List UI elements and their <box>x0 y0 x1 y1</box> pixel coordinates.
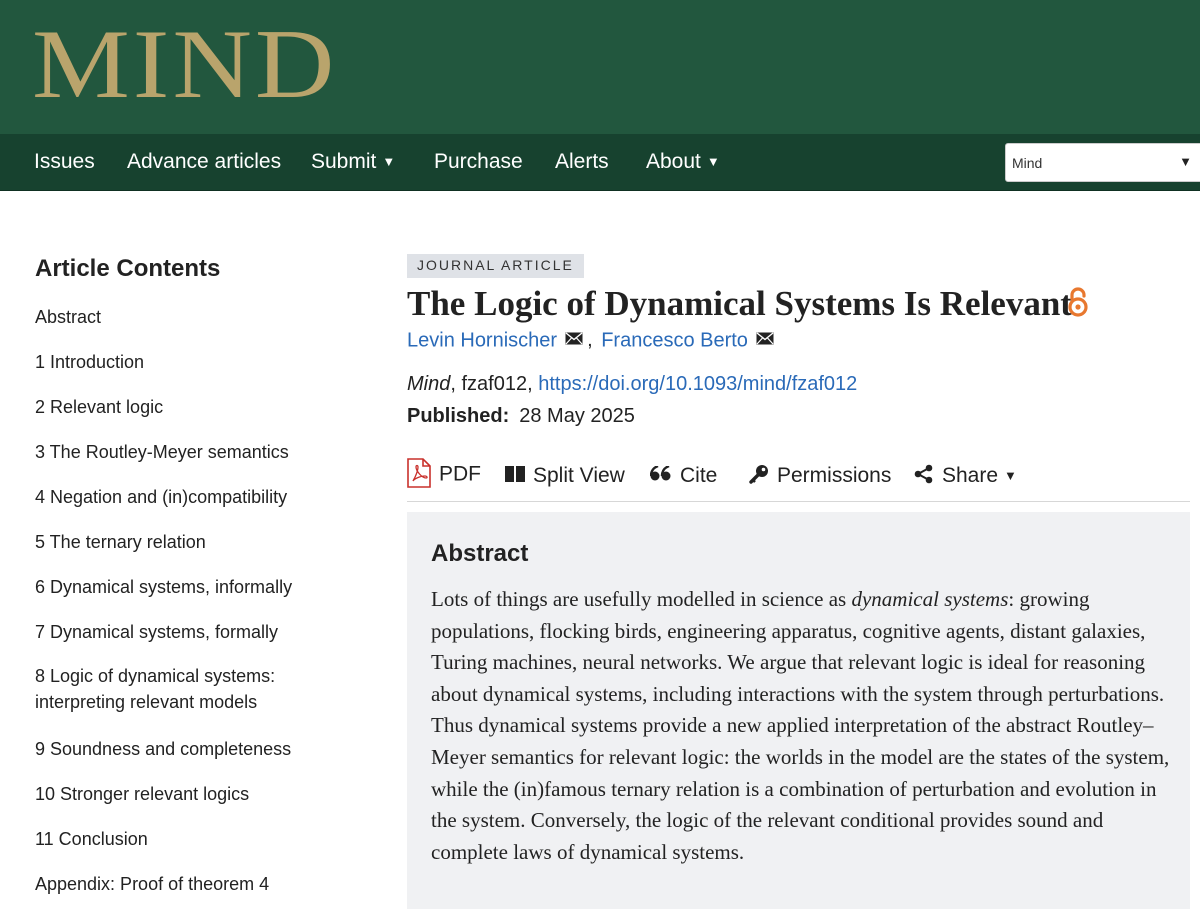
article-id: , fzaf012, <box>450 373 539 395</box>
abstract-emphasis: dynamical systems <box>851 587 1009 611</box>
toc-item-relevant-logic[interactable]: 2 Relevant logic <box>35 397 164 417</box>
masthead <box>0 0 1200 134</box>
share-button[interactable]: Share ▼ <box>914 464 1017 488</box>
mail-icon[interactable] <box>565 328 583 351</box>
toc-item-ternary-relation[interactable]: 5 The ternary relation <box>35 532 206 552</box>
article-type-badge: JOURNAL ARTICLE <box>407 254 584 278</box>
toc-item-abstract[interactable]: Abstract <box>35 307 102 327</box>
toc-item-conclusion[interactable]: 11 Conclusion <box>35 829 148 849</box>
chevron-down-icon: ▼ <box>706 154 720 169</box>
toc-item-routley-meyer[interactable]: 3 The Routley-Meyer semantics <box>35 442 289 462</box>
quote-icon <box>650 466 672 482</box>
toc-item-dynamical-formally[interactable]: 7 Dynamical systems, formally <box>35 622 279 642</box>
author-list <box>407 328 778 354</box>
key-icon <box>749 464 769 484</box>
toc-item-introduction[interactable]: 1 Introduction <box>35 352 145 372</box>
toc-item-logic-dynamical[interactable]: 8 Logic of dynamical systems: interpreting relevant models <box>35 666 276 712</box>
toc-item-stronger-logics[interactable]: 10 Stronger relevant logics <box>35 784 250 804</box>
mail-icon[interactable] <box>756 328 774 351</box>
share-icon <box>914 464 934 484</box>
nav-advance-articles[interactable]: Advance articles <box>127 150 282 173</box>
chevron-down-icon: ▼ <box>382 154 396 169</box>
chevron-down-icon: ▼ <box>1004 468 1017 483</box>
doi-link[interactable]: https://doi.org/10.1093/mind/fzaf012 <box>538 373 858 395</box>
published-line <box>407 405 635 428</box>
split-view-button[interactable]: Split View <box>505 464 625 488</box>
toc-item-negation[interactable]: 4 Negation and (in)compatibility <box>35 487 288 507</box>
abstract-heading: Abstract <box>431 540 529 567</box>
split-view-icon <box>505 466 525 482</box>
journal-name: Mind <box>407 373 451 395</box>
toc-item-dynamical-informally[interactable]: 6 Dynamical systems, informally <box>35 577 293 597</box>
nav-purchase[interactable]: Purchase <box>434 150 523 173</box>
pdf-button[interactable]: PDF <box>407 460 481 490</box>
author-link-hornischer[interactable]: Levin Hornischer <box>407 329 558 352</box>
chevron-down-icon: ▼ <box>1179 154 1192 169</box>
article-contents-heading: Article Contents <box>35 255 221 282</box>
nav-alerts[interactable]: Alerts <box>555 150 609 173</box>
journal-select-value: Mind <box>1012 155 1043 171</box>
abstract-text: Lots of things are usefully modelled in science as dynamical systems: growing populations, flocking birds, engineering apparatus, cognitive agents, distant galaxies, Turing machines, neural networks. We argue that relevant logic is ideal for reasoning about dynamical systems, including interactions with the system through perturbations. Thus dynamical systems provide a new applied interpretation of the abstract Routley–Meyer semantics for relevant logic: the worlds in the model are the states of the system, while the (in)famous ternary relation is a combination of perturbation and evolution in the system. Conversely, the logic of the relevant conditional provides sound and complete laws of dynamical systems. <box>431 587 1170 864</box>
journal-search-select[interactable] <box>1005 143 1200 182</box>
abstract-section <box>407 512 1190 909</box>
author-link-berto[interactable]: Francesco Berto <box>601 329 748 352</box>
pdf-icon <box>407 458 431 488</box>
published-date: 28 May 2025 <box>519 405 635 427</box>
cite-button[interactable]: Cite <box>650 464 717 488</box>
article-title: The Logic of Dynamical Systems Is Relevant <box>407 284 1072 323</box>
toc-item-appendix[interactable]: Appendix: Proof of theorem 4 <box>35 874 270 894</box>
citation-line <box>407 373 857 396</box>
permissions-button[interactable]: Permissions <box>749 464 891 488</box>
nav-issues[interactable]: Issues <box>34 150 95 173</box>
article-toolbar <box>407 460 1190 502</box>
open-access-icon <box>1066 286 1090 323</box>
nav-about[interactable]: About ▼ <box>646 150 720 173</box>
journal-logo[interactable]: MIND <box>32 8 338 119</box>
published-label: Published: <box>407 405 510 427</box>
author-separator: , <box>587 329 593 352</box>
toc-item-soundness[interactable]: 9 Soundness and completeness <box>35 739 292 759</box>
nav-submit[interactable]: Submit ▼ <box>311 150 396 173</box>
